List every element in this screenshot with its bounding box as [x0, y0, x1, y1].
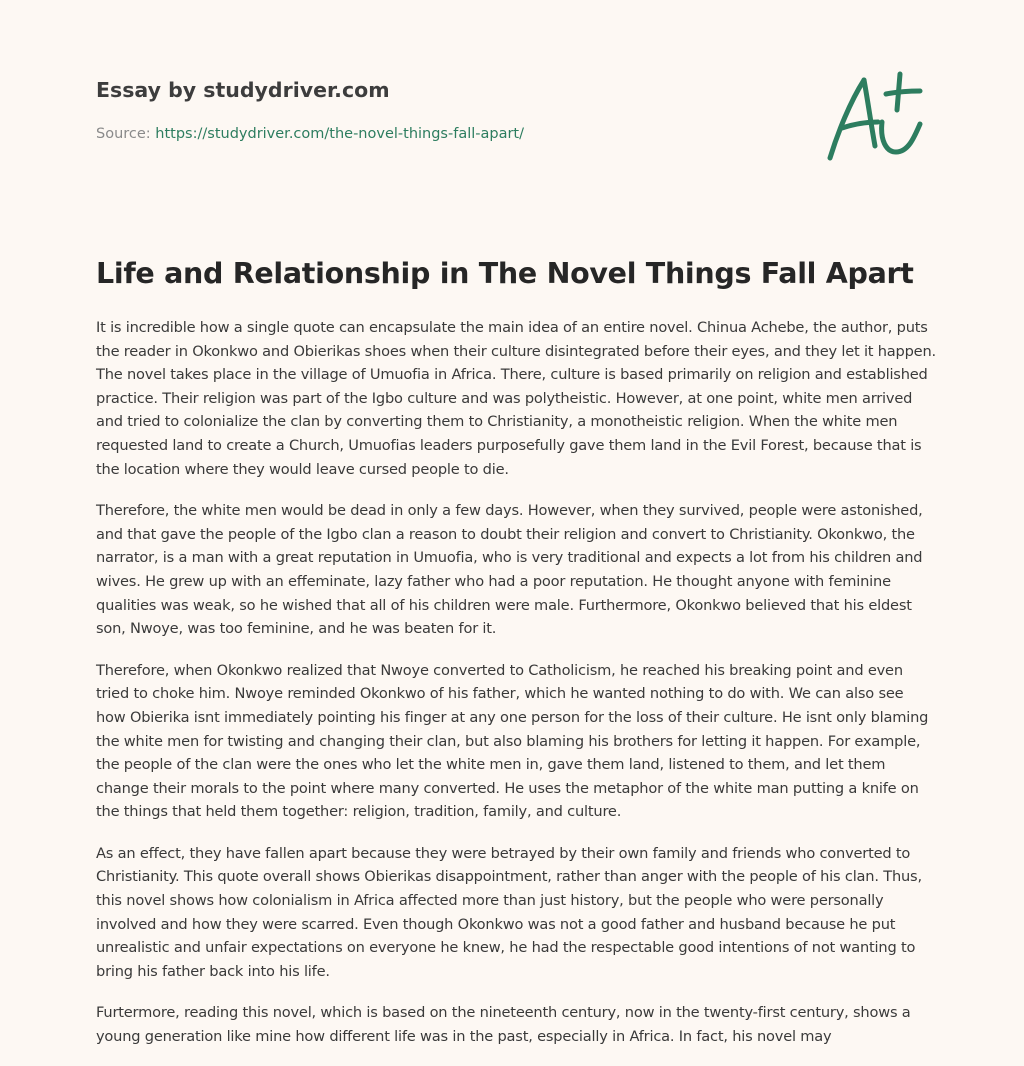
essay-title: Life and Relationship in The Novel Things Fall Apart — [96, 257, 914, 290]
header — [96, 76, 796, 144]
brand-title: Essay by studydriver.com — [96, 78, 390, 102]
essay-body — [96, 316, 936, 1066]
source-link[interactable]: https://studydriver.com/the-novel-things-fall-apart/ — [155, 126, 524, 142]
essay-paragraph: Therefore, when Okonkwo realized that Nwoye converted to Catholicism, he reached his breaking point and even tried to choke him. Nwoye reminded Okonkwo of his father, which he wanted nothing to do with. We can also see how Obierika isnt immediately pointing his finger at any one person for the loss of their culture. He isnt only blaming the white men for twisting and changing their clan, but also blaming his brothers for letting it happen. For example, the people of the clan were the ones who let the white men in, gave them land, listened to them, and let them change their morals to the point where many converted. He uses the metaphor of the white man putting a knife on the things that held them together: religion, tradition, family, and culture. — [96, 661, 929, 821]
a-plus-grade-icon — [820, 66, 930, 166]
essay-paragraph: Furtermore, reading this novel, which is based on the nineteenth century, now in the twenty-first century, shows a young generation like mine how different life was in the past, especially in Africa. In fact, his novel may — [96, 1004, 911, 1046]
essay-paragraph: Therefore, the white men would be dead in only a few days. However, when they survived, people were astonished, and that gave the people of the Igbo clan a reason to doubt their religion and convert to Christianity. Okonkwo, the narrator, is a man with a great reputation in Umuofia, who is very traditional and expects a lot from his children and wives. He grew up with an effeminate, lazy father who had a poor reputation. He thought anyone with feminine qualities was weak, so he wished that all of his children were male. Furthermore, Okonkwo believed that his eldest son, Nwoye, was too feminine, and he was beaten for it. — [96, 502, 923, 638]
essay-paragraph: It is incredible how a single quote can encapsulate the main idea of an entire novel. Chinua Achebe, the author, puts the reader in Okonkwo and Obierikas shoes when their culture disintegrated before their eyes, and they let it happen. The novel takes place in the village of Umuofia in Africa. There, culture is based primarily on religion and established practice. Their religion was part of the Igbo culture and was polytheistic. However, at one point, white men arrived and tried to colonialize the clan by converting them to Christianity, a monotheistic religion. When the white men requested land to create a Church, Umuofias leaders purposefully gave them land in the Evil Forest, because that is the location where they would leave cursed people to die. — [96, 319, 936, 478]
source-label: Source: — [96, 126, 151, 142]
source-line — [96, 124, 796, 144]
essay-paragraph: As an effect, they have fallen apart because they were betrayed by their own family and friends who converted to Christianity. This quote overall shows Obierikas disappointment, rather than anger with the people of his clan. Thus, this novel shows how colonialism in Africa affected more than just history, but the people who were personally involved and how they were scarred. Even though Okonkwo was not a good father and husband because he put unrealistic and unfair expectations on everyone he knew, he had the respectable good intentions of not wanting to bring his father back into his life. — [96, 844, 922, 980]
